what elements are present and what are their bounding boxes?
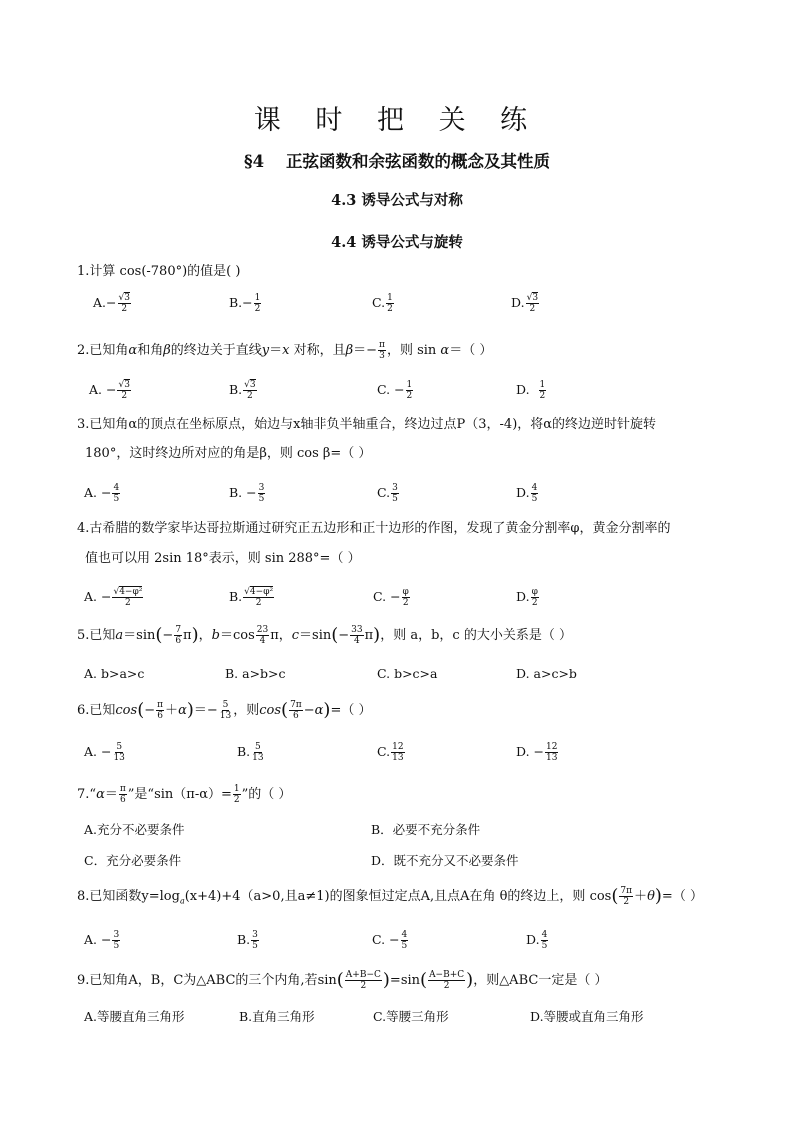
q3-option-d: D. $\frac{4}{5}$ — [516, 483, 538, 504]
subsection-heading-1: 4.3 诱导公式与对称 — [331, 192, 463, 209]
question-1: 1.计算 cos(-780°)的值是( ) — [77, 264, 241, 279]
q4-option-a: A. − $\frac{\text{√4−φ²}}{2}$ — [84, 587, 143, 608]
q7-option-b: B．必要不充分条件 — [371, 822, 481, 837]
q5-option-d: D. a>c>b — [516, 666, 577, 681]
page-title: 课 时 把 关 练 — [253, 105, 541, 136]
question-3-line-1: 3.已知角α的顶点在坐标原点，始边与x轴非负半轴重合，终边过点P（3，-4)，将α的终边逆时针旋转 — [77, 417, 657, 432]
q8-option-d: D. $\frac{4}{5}$ — [526, 930, 548, 951]
question-5: 5.已知a＝sin(− $\frac{7}{6}$ π)，b＝cos $\frac{23}{4}$ π，c＝sin(− $\frac{33}{4}$ π)，则 a，b，c 的大小关系是（ ） — [77, 624, 572, 646]
q6-option-c: C. $\frac{12}{13}$ — [377, 742, 404, 763]
q3-option-b: B. − $\frac{3}{5}$ — [229, 483, 265, 504]
q3-option-c: C. $\frac{3}{5}$ — [377, 483, 398, 504]
q6-option-b: B. $\frac{5}{13}$ — [237, 742, 264, 763]
q8-option-a: A. − $\frac{3}{5}$ — [84, 930, 120, 951]
q7-option-d: D．既不充分又不必要条件 — [371, 853, 519, 868]
q4-option-c: C. − $\frac{\varphi}{2}$ — [373, 587, 409, 608]
q4-option-d: D. $\frac{\varphi}{2}$ — [516, 587, 538, 608]
q3-option-a: A. − $\frac{4}{5}$ — [84, 483, 120, 504]
q1-option-c: C. $\frac{1}{2}$ — [372, 293, 393, 314]
q9-option-b: B.直角三角形 — [239, 1009, 315, 1024]
section-name: 正弦函数和余弦函数的概念及其性质 — [286, 152, 551, 171]
q2-option-b: B. $\frac{√3}{2}$ — [229, 380, 256, 401]
question-4-line-1: 4.古希腊的数学家毕达哥拉斯通过研究正五边形和正十边形的作图，发现了黄金分割率φ，黄金分割率的 — [77, 521, 671, 536]
q8-option-b: B. $\frac{3}{5}$ — [237, 930, 258, 951]
q9-option-a: A.等腰直角三角形 — [84, 1009, 185, 1024]
q2-option-d: D. $\frac{1}{2}$ — [516, 380, 546, 401]
question-4-line-2: 值也可以用 2sin 18°表示，则 sin 288°=（ ） — [85, 551, 361, 566]
subsection-heading-2: 4.4 诱导公式与旋转 — [331, 234, 463, 251]
q1-option-d: D. $\frac{√3}{2}$ — [511, 293, 539, 314]
section-heading — [0, 148, 794, 172]
q5-option-c: C. b>c>a — [377, 666, 438, 681]
q7-option-a: A.充分不必要条件 — [84, 822, 185, 837]
q1-option-b: B.− $\frac{1}{2}$ — [229, 293, 261, 314]
q6-option-a: A. − $\frac{5}{13}$ — [84, 742, 125, 763]
question-8: 8.已知函数$y=\log_a(x+4)+4(a>0$,且a≠1)的图象恒过定点A,且点A在角 θ的终边上，则 cos( $\frac{7\pi}{2}$ ＋θ)=（ ） — [77, 885, 703, 907]
q2-option-a: A. − $\frac{√3}{2}$ — [89, 380, 130, 401]
q9-option-d: D.等腰或直角三角形 — [530, 1009, 644, 1024]
q5-option-a: A. b>a>c — [84, 666, 145, 681]
q5-option-b: B. a>b>c — [225, 666, 286, 681]
q6-option-d: D. − $\frac{12}{13}$ — [516, 742, 558, 763]
section-number: §4 — [243, 152, 265, 171]
q7-option-c: C．充分必要条件 — [84, 853, 182, 868]
q9-option-c: C.等腰三角形 — [373, 1009, 449, 1024]
q1-option-a: A.− $\frac{√3}{2}$ — [93, 293, 130, 314]
q4-option-b: B. $\frac{\text{√4−φ²}}{2}$ — [229, 587, 274, 608]
question-9: 9.已知角A，B，C为△ABC的三个内角,若sin( $\frac{A+B-C}{2}$ )=sin( $\frac{A-B+C}{2}$ )，则△ABC一定是（ ） — [77, 969, 608, 991]
question-6: 6.已知cos(− $\frac{\pi}{6}$ ＋α)＝− $\frac{5}{13}$ ，则cos( $\frac{7\pi}{6}$ −α)=（ ） — [77, 699, 372, 721]
q2-option-c: C. − $\frac{1}{2}$ — [377, 380, 413, 401]
question-2: 2.已知角α和角β的终边关于直线y＝x 对称，且β＝− $\frac{\pi}{3}$ ，则 sin α＝（ ） — [77, 340, 493, 361]
question-3-line-2: 180°，这时终边所对应的角是β，则 cos β=（ ） — [85, 446, 372, 461]
q8-option-c: C. − $\frac{4}{5}$ — [372, 930, 408, 951]
question-7: 7.“α＝ $\frac{\pi}{6}$ ”是“sin（π-α）= $\frac{1}{2}$ ”的（ ） — [77, 784, 292, 805]
